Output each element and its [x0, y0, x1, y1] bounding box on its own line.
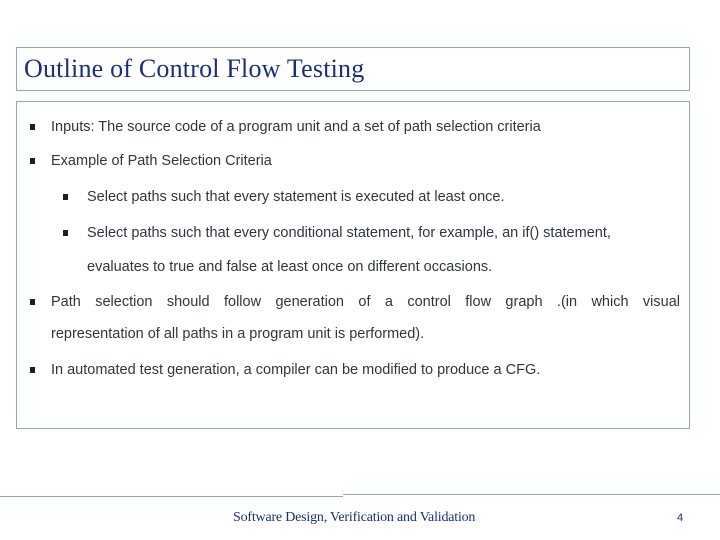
bullet-path-line1: Path selection should follow generation of a control flow graph .(in which visual	[51, 294, 680, 310]
footer-rule	[0, 496, 343, 497]
sub-bullet-conditional-line2: evaluates to true and false at least once on different occasions.	[87, 259, 493, 275]
sub-bullet-marker	[63, 194, 68, 200]
bullet-path-line2: representation of all paths in a program unit is performed).	[51, 326, 425, 342]
bullet-marker	[30, 124, 35, 130]
bullet-example: Example of Path Selection Criteria	[51, 153, 272, 169]
bullet-marker	[30, 158, 35, 164]
footer-course-name: Software Design, Verification and Validation	[233, 510, 476, 525]
title-box	[16, 47, 690, 91]
footer-rule	[343, 494, 720, 495]
slide-title: Outline of Control Flow Testing	[24, 54, 365, 83]
bullet-inputs: Inputs: The source code of a program unit and a set of path selection criteria	[51, 119, 541, 135]
sub-bullet-marker	[63, 230, 68, 236]
bullet-marker	[30, 299, 35, 305]
bullet-marker	[30, 367, 35, 373]
sub-bullet-statement: Select paths such that every statement is executed at least once.	[87, 189, 505, 205]
bullet-automated: In automated test generation, a compiler can be modified to produce a CFG.	[51, 362, 541, 378]
page-number: 4	[677, 512, 684, 524]
sub-bullet-conditional-line1: Select paths such that every conditional statement, for example, an if() statement,	[87, 225, 611, 241]
